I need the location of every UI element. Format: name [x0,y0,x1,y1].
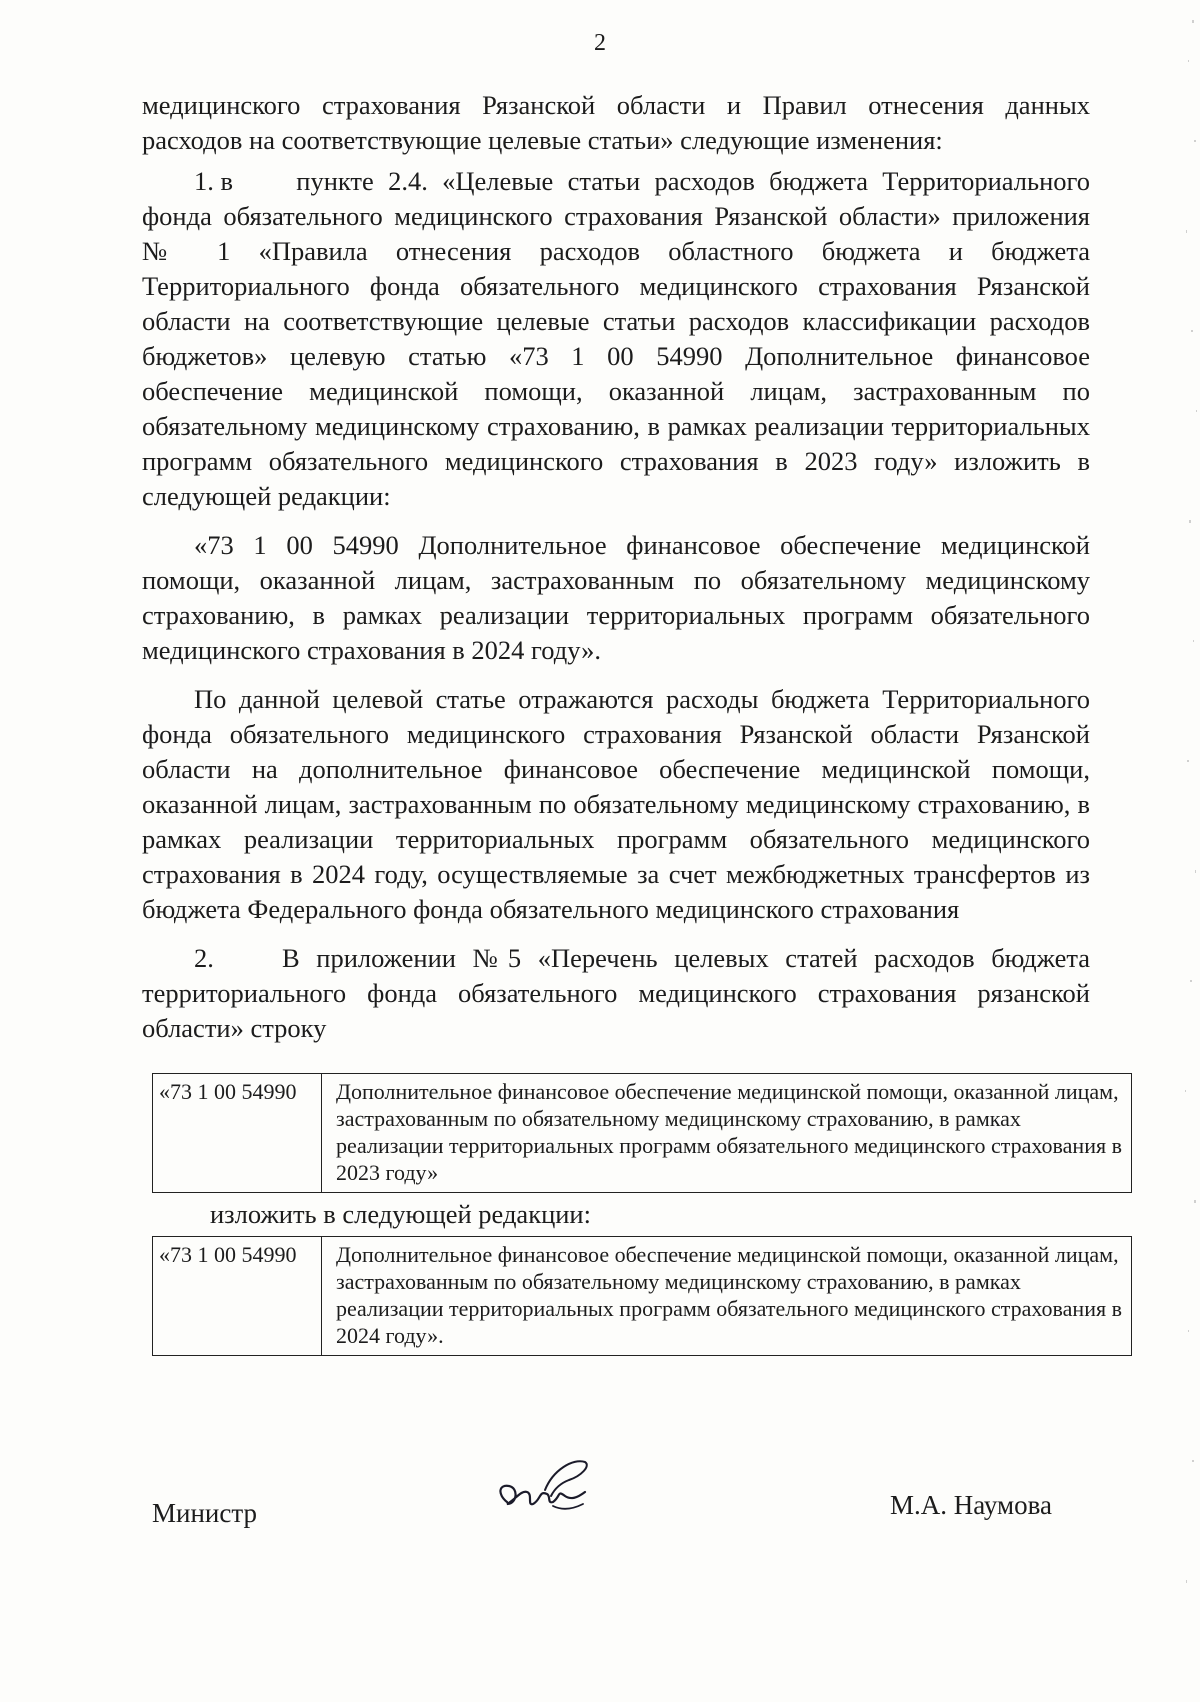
page-number: 2 [594,30,606,56]
old-code-cell: «73 1 00 54990 [153,1074,322,1193]
paragraph-expense-description: По данной целевой статье отражаются расходы бюджета Территориального фонда обязательного медицинского страхования Рязанской области Рязанской области на дополнительное финансовое обеспечение медицинской помощи, оказанной лицам, застрахованным по обязательному медицинскому страхованию, в рамках реализации территориальных программ обязательного медицинского страхования в 2024 году, осуществляемые за счет межбюджетных трансфертов из бюджета Федерального фонда обязательного медицинского страхования [142,684,1090,924]
paragraph-item-2 [142,941,1090,1046]
item-2-text: В приложении №5 «Перечень целевых статей расходов бюджета территориального фонда обязательного медицинского страхования рязанской области» строку [142,943,1090,1043]
table-new-row [152,1236,1132,1356]
paragraph-intro: медицинского страхования Рязанской области и Правил отнесения данных расходов на соответствующие целевые статьи» следующие изменения: [142,90,1090,155]
signer-name: М.А. Наумова [890,1490,1052,1520]
scan-noise-edge [1182,0,1200,1702]
signer-position: Министр [152,1498,257,1528]
table-row [153,1074,1132,1193]
handwritten-signature [487,1450,597,1525]
item-1-number: 1. в [194,166,234,196]
new-code-cell: «73 1 00 54990 [153,1237,322,1356]
old-description-cell: Дополнительное финансовое обеспечение медицинской помощи, оказанной лицам, застрахованным по обязательному медицинскому страхованию, в рамках реализации территориальных программ обязательного медицинского страхования в 2023 году» [322,1074,1132,1193]
table-row [153,1237,1132,1356]
table-old-row [152,1073,1132,1193]
item-1-text: пункте 2.4. «Целевые статьи расходов бюджета Территориального фонда обязательного медицинского страхования Рязанской области» приложения № 1 «Правила отнесения расходов областного бюджета и бюджета Территориального фонда обязательного медицинского страхования Рязанской области на соответствующие целевые статьи расходов классификации расходов бюджетов» целевую статью «73 1 00 54990 Дополнительное финансовое обеспечение медицинской помощи, оказанной лицам, застрахованным по обязательному медицинскому страхованию, в рамках реализации территориальных программ обязательного медицинского страхования в 2023 году» изложить в следующей редакции: [142,166,1090,511]
paragraph-new-wording: «73 1 00 54990 Дополнительное финансовое обеспечение медицинской помощи, оказанной лицам, застрахованным по обязательному медицинскому страхованию, в рамках реализации территориальных программ обязательного медицинского страхования в 2024 году». [142,530,1090,665]
paragraph-item-1 [142,164,1090,514]
document-body [142,88,1090,1046]
redaction-note: изложить в следующей редакции: [210,1199,591,1229]
item-2-number: 2. [194,943,214,973]
new-description-cell: Дополнительное финансовое обеспечение медицинской помощи, оказанной лицам, застрахованным по обязательному медицинскому страхованию, в рамках реализации территориальных программ обязательного медицинского страхования в 2024 году». [322,1237,1132,1356]
signature-block [152,1470,1052,1580]
